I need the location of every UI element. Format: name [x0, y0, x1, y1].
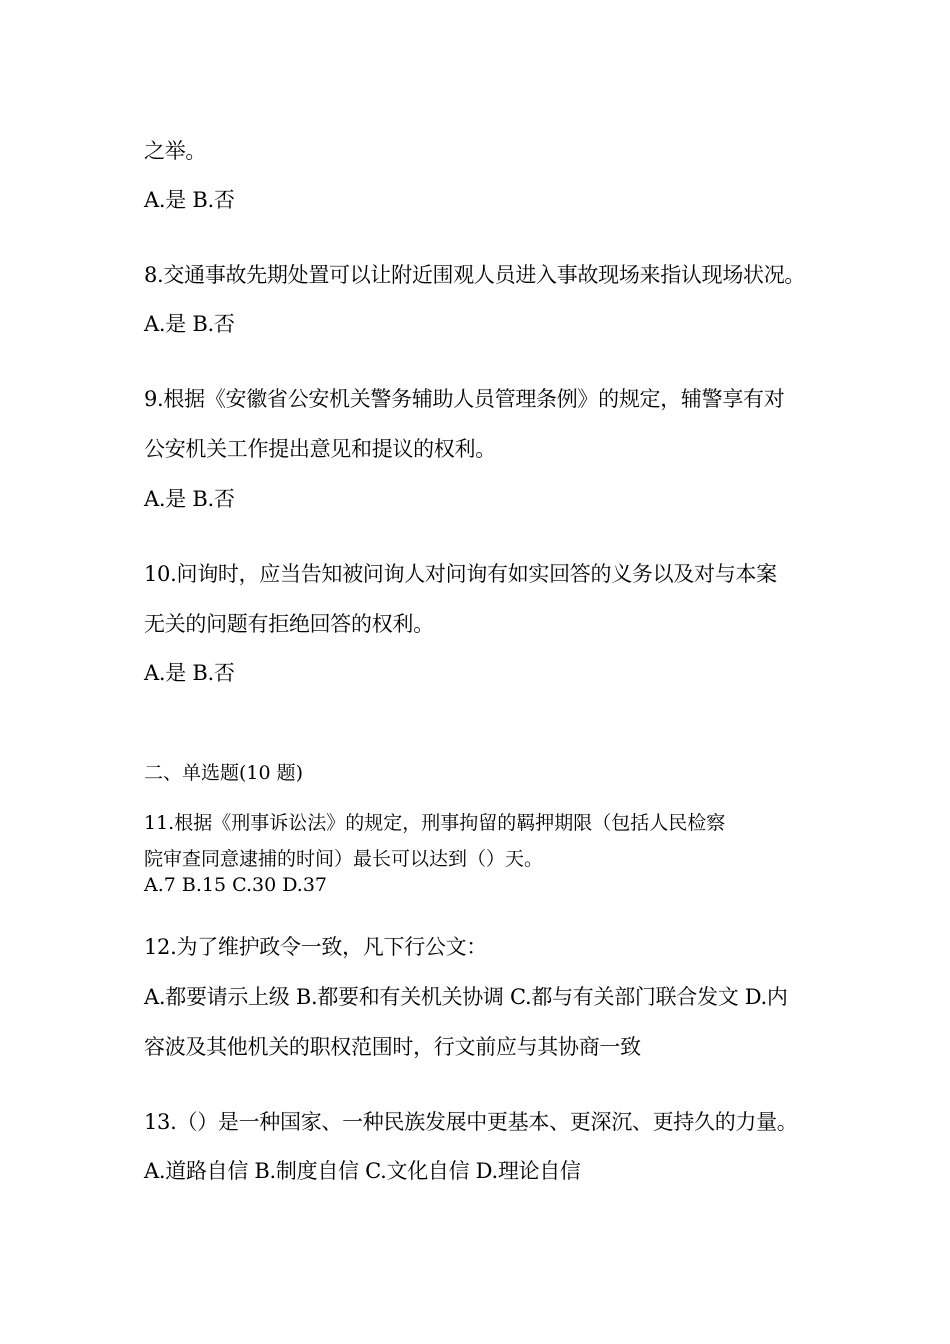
- question-13-options: A.道路自信 B.制度自信 C.文化自信 D.理论自信: [144, 1159, 581, 1183]
- question-9-text-line-1: 9.根据《安徽省公安机关警务辅助人员管理条例》的规定，辅警享有对: [144, 387, 785, 411]
- question-7-text-end: 之举。: [144, 139, 207, 163]
- question-12-text: 12.为了维护政令一致，凡下行公文：: [144, 935, 487, 959]
- question-9-options: A.是 B.否: [144, 487, 235, 511]
- question-12-options-line-2: 容波及其他机关的职权范围时，行文前应与其协商一致: [144, 1035, 641, 1059]
- question-11-text-line-1: 11.根据《刑事诉讼法》的规定，刑事拘留的羁押期限（包括人民检察: [144, 812, 726, 834]
- question-11-options: A.7 B.15 C.30 D.37: [144, 874, 327, 896]
- question-13-text: 13.（）是一种国家、一种民族发展中更基本、更深沉、更持久的力量。: [144, 1110, 798, 1134]
- question-10-text-line-1: 10.问询时，应当告知被问询人对问询有如实回答的义务以及对与本案: [144, 562, 777, 586]
- question-9-text-line-2: 公安机关工作提出意见和提议的权利。: [144, 437, 496, 461]
- question-12-options-line-1: A.都要请示上级 B.都要和有关机关协调 C.都与有关部门联合发文 D.内: [144, 985, 788, 1009]
- question-11-text-line-2: 院审查同意逮捕的时间）最长可以达到（）天。: [144, 848, 544, 870]
- section-heading-single-choice: 二、单选题(10 题): [144, 762, 304, 784]
- question-8-text: 8.交通事故先期处置可以让附近围观人员进入事故现场来指认现场状况。: [144, 263, 806, 287]
- question-10-text-line-2: 无关的问题有拒绝回答的权利。: [144, 612, 434, 636]
- question-10-options: A.是 B.否: [144, 661, 235, 685]
- question-8-options: A.是 B.否: [144, 312, 235, 336]
- question-7-options: A.是 B.否: [144, 188, 235, 212]
